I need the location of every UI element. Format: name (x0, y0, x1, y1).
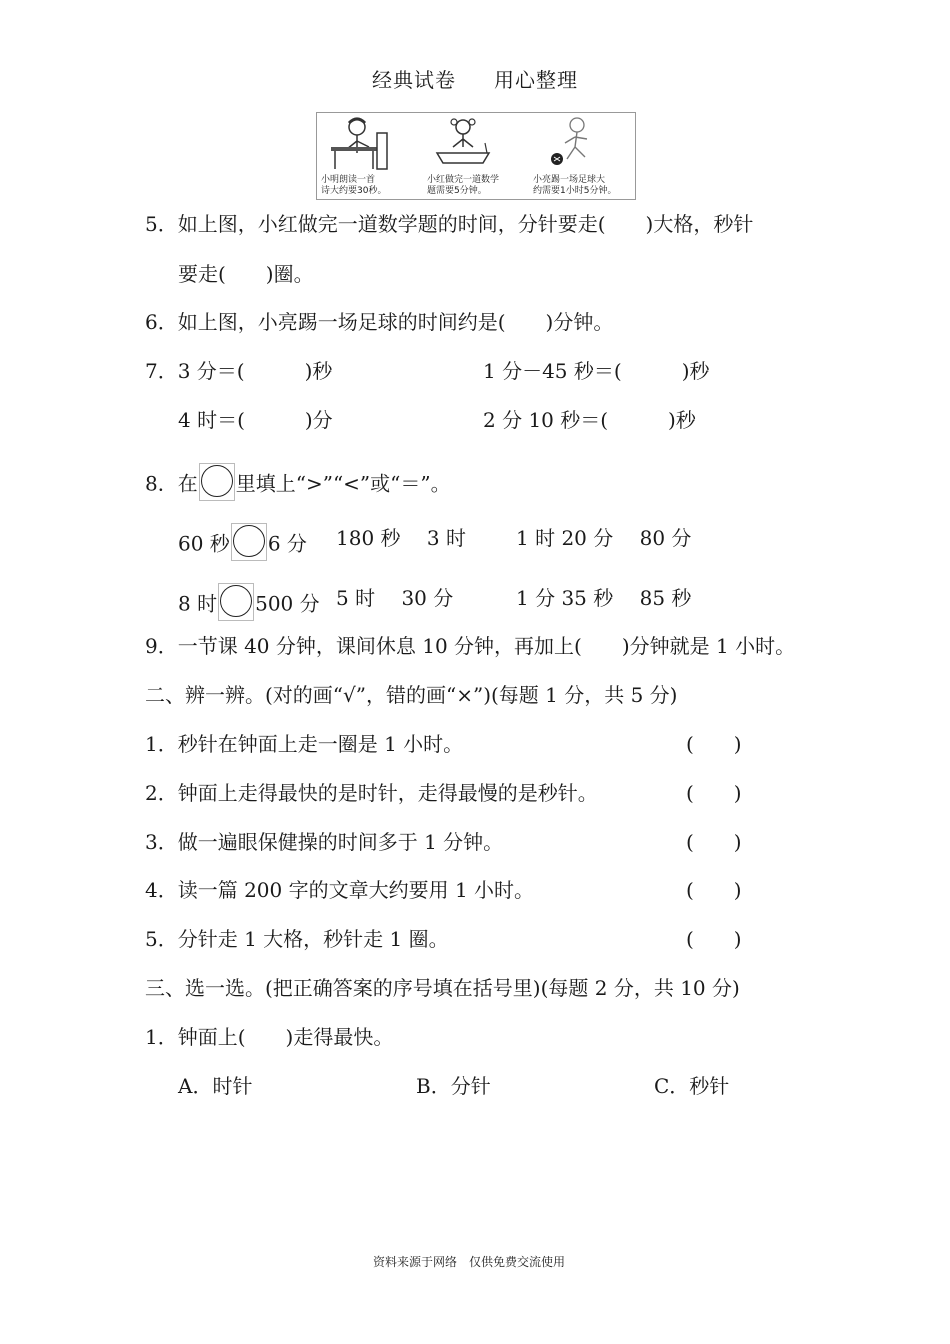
question-9: 9．一节课 40 分钟，课间休息 10 分钟，再加上( )分钟就是 1 小时。 (145, 634, 796, 658)
section-2-item-3: 3．做一遍眼保健操的时间多于 1 分钟。 (145, 830, 504, 854)
question-7b: 1 分－45 秒＝( )秒 (483, 359, 710, 383)
section-2-item-5: 5．分针走 1 大格，秒针走 1 圈。 (145, 927, 449, 951)
question-8-intro: 8．在 里填上“>”“<”或“＝”。 (145, 466, 451, 504)
header-left: 经典试卷 (372, 68, 456, 92)
option-b[interactable]: B．分针 (416, 1074, 491, 1098)
section-3-title: 三、选一选。(把正确答案的序号填在括号里)(每题 2 分，共 10 分) (145, 976, 740, 1000)
question-8-row1b: 180 秒 3 时 (336, 526, 466, 550)
compare-circle-2[interactable] (218, 583, 254, 621)
question-8-row2a: 8 时 500 分 (178, 586, 320, 624)
panel-reading (317, 113, 423, 199)
boy-reading-icon (317, 113, 423, 175)
compare-circle-sample (199, 463, 235, 501)
caption-math: 小红做完一道数学 题需要5分钟。 (427, 175, 500, 196)
answer-bracket-3[interactable]: ( ) (686, 830, 742, 854)
section-2-item-4: 4．读一篇 200 字的文章大约要用 1 小时。 (145, 878, 535, 902)
question-7d: 2 分 10 秒＝( )秒 (483, 408, 696, 432)
question-5-line1: 5．如上图，小红做完一道数学题的时间，分针要走( )大格，秒针 (145, 212, 754, 236)
question-8-row2c: 1 分 35 秒 85 秒 (516, 586, 692, 610)
option-c[interactable]: C．秒针 (654, 1074, 730, 1098)
question-7c: 4 时＝( )分 (178, 408, 333, 432)
question-6: 6．如上图，小亮踢一场足球的时间约是( )分钟。 (145, 310, 614, 334)
section-2-item-1: 1．秒针在钟面上走一圈是 1 小时。 (145, 732, 464, 756)
section-3-question-1: 1．钟面上( )走得最快。 (145, 1025, 394, 1049)
answer-bracket-4[interactable]: ( ) (686, 878, 742, 902)
panel-football (529, 113, 635, 199)
compare-circle-1[interactable] (231, 523, 267, 561)
header-right: 用心整理 (494, 68, 578, 92)
question-8-row2b: 5 时 30 分 (336, 586, 454, 610)
section-2-title: 二、辨一辨。(对的画“√”，错的画“×”)(每题 1 分，共 5 分) (145, 683, 678, 707)
answer-bracket-5[interactable]: ( ) (686, 927, 742, 951)
question-8-row1a: 60 秒 6 分 (178, 526, 307, 564)
answer-bracket-1[interactable]: ( ) (686, 732, 742, 756)
boy-football-icon (529, 113, 635, 175)
question-8-row1c: 1 时 20 分 80 分 (516, 526, 692, 550)
illustration-strip (316, 112, 636, 200)
question-7a: 7．3 分＝( )秒 (145, 359, 333, 383)
caption-reading: 小明朗读一首 诗大约要30秒。 (321, 175, 387, 196)
footer-note: 资料来源于网络 仅供免费交流使用 (373, 1255, 566, 1269)
question-5-line2: 要走( )圈。 (178, 262, 314, 286)
answer-bracket-2[interactable]: ( ) (686, 781, 742, 805)
panel-math (423, 113, 529, 199)
caption-football: 小亮踢一场足球大 约需要1小时5分钟。 (533, 175, 617, 196)
option-a[interactable]: A．时针 (178, 1074, 253, 1098)
section-2-item-2: 2．钟面上走得最快的是时针，走得最慢的是秒针。 (145, 781, 598, 805)
girl-writing-icon (423, 113, 529, 175)
